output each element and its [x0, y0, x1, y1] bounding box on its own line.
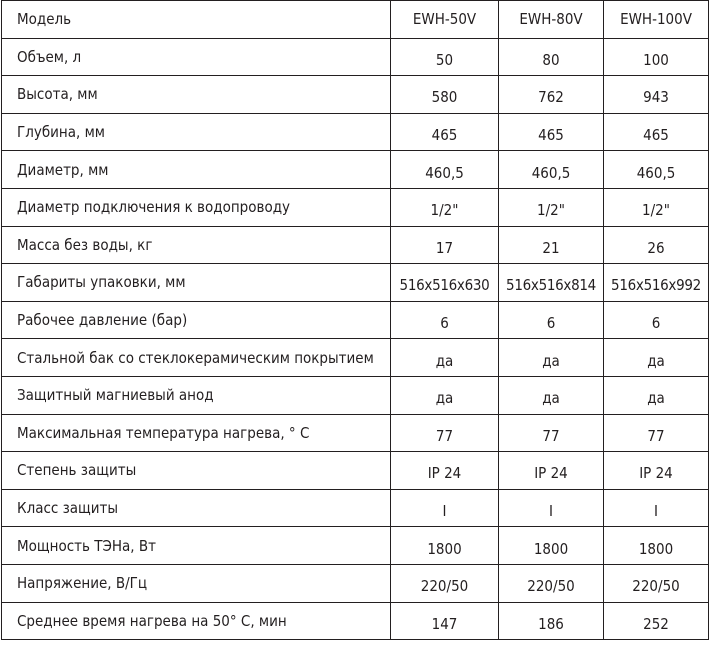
row-value: 1800: [391, 527, 499, 565]
row-value: IP 24: [499, 452, 604, 490]
table-row-working-pressure: [2, 301, 709, 339]
row-value: 77: [499, 414, 604, 452]
row-value: да: [604, 339, 709, 377]
row-value: 465: [391, 113, 499, 151]
row-value: 220/50: [391, 564, 499, 602]
table-header-row: [2, 1, 709, 39]
row-value: 516x516x814: [499, 264, 604, 302]
row-value: 465: [604, 113, 709, 151]
table-row-height: [2, 76, 709, 114]
row-value: 147: [391, 602, 499, 640]
row-value: да: [391, 376, 499, 414]
header-param-label: Модель: [2, 1, 391, 39]
row-value: 77: [604, 414, 709, 452]
row-label: Рабочее давление (бар): [2, 301, 391, 339]
table-row-volume: [2, 38, 709, 76]
row-value: 220/50: [604, 564, 709, 602]
row-label: Класс защиты: [2, 489, 391, 527]
row-value: 26: [604, 226, 709, 264]
table-row-magnesium-anode: [2, 376, 709, 414]
row-value: 77: [391, 414, 499, 452]
row-label: Высота, мм: [2, 76, 391, 114]
row-value: 80: [499, 38, 604, 76]
row-value: 100: [604, 38, 709, 76]
row-value: 516x516x630: [391, 264, 499, 302]
row-value: 6: [499, 301, 604, 339]
row-label: Максимальная температура нагрева, ° С: [2, 414, 391, 452]
header-model-2: EWH-80V: [499, 1, 604, 39]
row-value: 252: [604, 602, 709, 640]
row-value: 460,5: [604, 151, 709, 189]
row-value: да: [499, 376, 604, 414]
header-model-1: EWH-50V: [391, 1, 499, 39]
table-row-package-dimensions: [2, 264, 709, 302]
row-value: I: [499, 489, 604, 527]
row-value: 1800: [499, 527, 604, 565]
row-label: Степень защиты: [2, 452, 391, 490]
row-value: 465: [499, 113, 604, 151]
row-value: 17: [391, 226, 499, 264]
row-label: Габариты упаковки, мм: [2, 264, 391, 302]
row-label: Стальной бак со стеклокерамическим покрытием: [2, 339, 391, 377]
table-row-steel-tank: [2, 339, 709, 377]
row-value: 516x516x992: [604, 264, 709, 302]
row-value: 460,5: [499, 151, 604, 189]
row-value: 762: [499, 76, 604, 114]
row-value: 1/2": [391, 188, 499, 226]
row-value: да: [499, 339, 604, 377]
row-value: 1/2": [604, 188, 709, 226]
row-label: Диаметр подключения к водопроводу: [2, 188, 391, 226]
row-value: IP 24: [604, 452, 709, 490]
row-value: 6: [604, 301, 709, 339]
row-label: Глубина, мм: [2, 113, 391, 151]
row-value: 186: [499, 602, 604, 640]
table-row-heating-time: [2, 602, 709, 640]
table-row-heater-power: [2, 527, 709, 565]
table-row-ingress-protection: [2, 452, 709, 490]
row-value: 50: [391, 38, 499, 76]
table-row-depth: [2, 113, 709, 151]
row-label: Диаметр, мм: [2, 151, 391, 189]
table-body: [2, 1, 709, 640]
row-value: 943: [604, 76, 709, 114]
row-value: 1800: [604, 527, 709, 565]
row-value: 6: [391, 301, 499, 339]
table-row-voltage: [2, 564, 709, 602]
row-value: да: [391, 339, 499, 377]
row-value: 460,5: [391, 151, 499, 189]
row-value: 580: [391, 76, 499, 114]
header-model-3: EWH-100V: [604, 1, 709, 39]
row-value: I: [604, 489, 709, 527]
row-value: 1/2": [499, 188, 604, 226]
row-value: I: [391, 489, 499, 527]
row-label: Масса без воды, кг: [2, 226, 391, 264]
row-label: Мощность ТЭНа, Вт: [2, 527, 391, 565]
row-label: Напряжение, В/Гц: [2, 564, 391, 602]
row-value: IP 24: [391, 452, 499, 490]
row-value: да: [604, 376, 709, 414]
table-row-connection-diameter: [2, 188, 709, 226]
row-value: 21: [499, 226, 604, 264]
table-row-dry-weight: [2, 226, 709, 264]
specifications-table: [1, 0, 709, 640]
row-label: Защитный магниевый анод: [2, 376, 391, 414]
row-label: Объем, л: [2, 38, 391, 76]
table-row-protection-class: [2, 489, 709, 527]
table-row-diameter: [2, 151, 709, 189]
table-row-max-temperature: [2, 414, 709, 452]
row-label: Среднее время нагрева на 50° С, мин: [2, 602, 391, 640]
row-value: 220/50: [499, 564, 604, 602]
